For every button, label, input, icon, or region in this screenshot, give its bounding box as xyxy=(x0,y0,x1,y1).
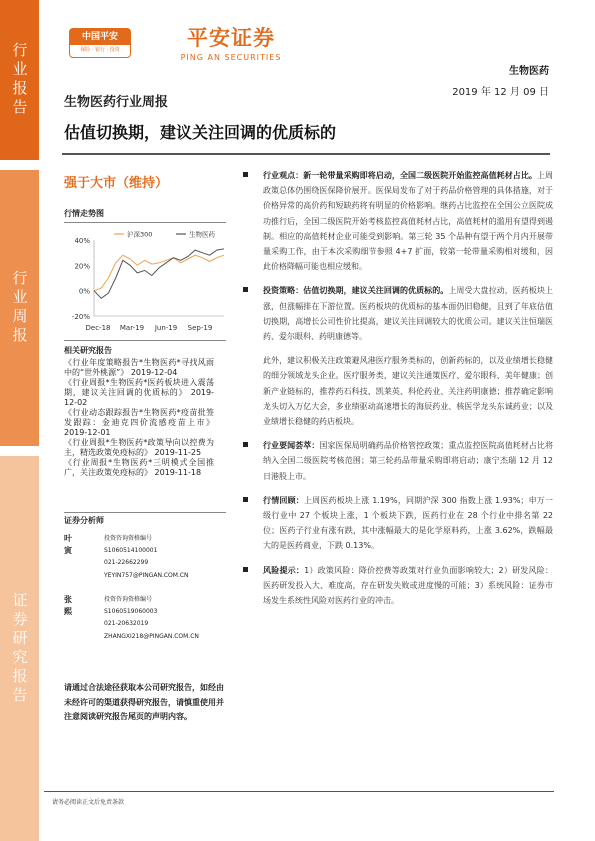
analyst-cert-number: S1060519060003 xyxy=(104,608,158,616)
y-tick-label: -20% xyxy=(71,313,90,321)
y-tick-label: 0% xyxy=(78,287,90,296)
related-report-item[interactable]: 《行业周报*生物医药*三明模式全国推广，关注政策免疫标的》 2019-11-18 xyxy=(64,458,214,477)
analyst-info xyxy=(104,533,189,582)
chart-section-title: 行情走势图 xyxy=(64,209,104,218)
title-divider xyxy=(62,153,550,155)
y-tick-label: 40% xyxy=(74,237,90,245)
legend-label: 生物医药 xyxy=(189,230,215,239)
chart-bottom-divider xyxy=(64,340,226,341)
paragraph-lead: 风险提示： xyxy=(263,565,305,575)
sector-label: 生物医药 xyxy=(509,66,549,77)
analyst-info xyxy=(104,594,199,643)
paragraph-body: 国家医保局明确药品价格管控政策；重点监控医院高值耗材占比将纳入全国二级医院考核范围；第三轮药品带量采购即将启动；康宁杰瑞 12 月 12 日港股上市。 xyxy=(263,441,554,481)
paragraph-lead: 行业要闻荟萃： xyxy=(263,441,320,451)
sidebar-label-weekly: 行业周报 xyxy=(10,270,29,346)
bullet-icon xyxy=(243,442,248,447)
series-line xyxy=(94,249,224,298)
x-tick-label: Sep-19 xyxy=(187,324,213,332)
x-tick-label: Jun-19 xyxy=(154,324,178,332)
related-report-item[interactable]: 《行业年度策略报告*生物医药*寻找风雨中的“世外桃源”》 2019-12-04 xyxy=(64,358,214,377)
sidebar-label-report: 行业报告 xyxy=(10,42,29,118)
x-tick-label: Mar-19 xyxy=(119,324,145,332)
series-line xyxy=(94,255,224,291)
analyst-section-title: 证券分析师 xyxy=(64,516,104,525)
sidebar xyxy=(0,0,39,841)
main-content xyxy=(243,168,553,617)
related-section-title: 相关研究报告 xyxy=(64,346,112,355)
paragraph-industry-view xyxy=(243,168,553,274)
analyst-cert-number: S1060514100001 xyxy=(104,547,158,555)
brand-cn: 平安证券 xyxy=(187,26,275,50)
logo-top-text: 中国平安 xyxy=(70,29,130,45)
legend-label: 沪深300 xyxy=(127,230,153,239)
market-chart xyxy=(64,228,229,336)
bullet-icon xyxy=(243,497,248,502)
paragraph-strategy-extra: 此外，建议积极关注政策避风港医疗服务类标的，创新药标的，以及业绩增长稳健的细分领域龙头企业。医疗服务类，建议关注通策医疗、爱尔眼科、美年健康；创新产业链标的，推荐药石科技、凯莱英、科伦药业、关注药明康德；推荐确定影响龙头切入万亿大会，多业绩驱动高速增长的海辰药业、核医学龙头东诚药业；以及业绩增长稳健的药店板块。 xyxy=(263,356,553,427)
page-title: 估值切换期，建议关注回调的优质标的 xyxy=(64,123,337,142)
rating-label: 强于大市（维持） xyxy=(64,176,169,191)
logo-bottom-text: 保险 · 银行 · 投资 xyxy=(80,47,120,53)
market-chart-svg xyxy=(64,228,229,336)
report-date: 2019 年 12 月 09 日 xyxy=(452,87,549,98)
related-report-item[interactable]: 《行业周报*生物医药*医药板块进入震荡期，建议关注回调的优质标的》 2019-12-02 xyxy=(64,378,214,407)
brand-logo xyxy=(171,22,291,62)
bullet-icon xyxy=(243,567,248,572)
paragraph-body: 上周政策总体仍围绕医保降价展开。医保局发布了对于药品价格管理的具体措施，对于价格异常的高价药和短缺药将有明显的价格影响。继药占比监控在全国公立医院成功推行后，全国二级医院开始考核监控高值耗材占比，高值耗材的滥用有望得到遏制。相应的高值耗材企业可能受到影响。第三轮 35 个品种有望于两个月内开展带量采购工作，由于本次采购细节参照 4+7 扩面，较第一轮带量采购相对缓和，因此价格降幅可能也相应缓和。 xyxy=(263,171,554,272)
related-reports-list xyxy=(64,358,214,478)
y-tick-label: 20% xyxy=(74,262,90,271)
paragraph-risk xyxy=(243,563,553,609)
bullet-icon xyxy=(243,287,248,292)
paragraph-lead: 行业观点：新一轮带量采购即将启动，全国二级医院开始监控高值耗材占比。 xyxy=(263,171,537,180)
paragraph-body: 上周医药板块上涨 1.19%，同期沪深 300 指数上涨 1.93%；申万一级行业中 27 个板块上涨，1 个板块下跌，医药行业在 28 个行业中排名第 22 位；医药子行业有涨有跌，其中涨幅最大的是化学原料药，上涨 3.62%，跌幅最大的是医药商业，下跌 0.13%。 xyxy=(263,495,553,551)
chart-title-divider xyxy=(64,222,226,223)
related-report-item[interactable]: 《行业动态跟踪报告*生物医药*疫苗批签发跟踪：金迪克四价流感疫苗上市》 2019-12-01 xyxy=(64,408,214,437)
paragraph-body: 上周受大盘拉动，医药板块上涨，但涨幅排在下游位置。医药板块的优质标的基本面仍旧稳健，且到了年底估值切换期，高增长公司性价比提高，建议关注回调较大的优质公司。建议关注恒瑞医药、爱尔眼科、药明康德等。 xyxy=(263,286,553,342)
footer-note: 请务必阅读正文后免责条款 xyxy=(52,799,125,806)
analyst-name: 张熙 xyxy=(64,595,72,617)
pingan-group-logo xyxy=(69,28,131,58)
paragraph-lead: 行情回顾： xyxy=(263,495,304,505)
analyst-email[interactable]: ZHANGXI218@PINGAN.COM.CN xyxy=(104,632,199,640)
chart-axis xyxy=(94,240,224,316)
analyst-cert-label: 投资咨询资格编号 xyxy=(104,535,153,542)
footer-divider xyxy=(44,791,554,792)
sidebar-block-report xyxy=(0,0,39,160)
paragraph-strategy xyxy=(243,283,553,344)
disclaimer-text: 请通过合法途径获取本公司研究报告，如经由未经许可的渠道获得研究报告，请慎重使用并注意阅读研究报告尾页的声明内容。 xyxy=(64,683,224,721)
analyst-name: 叶寅 xyxy=(64,534,72,556)
sidebar-label-research: 证券研究报告 xyxy=(10,591,29,706)
analyst-email[interactable]: YEYIN757@PINGAN.COM.CN xyxy=(104,571,189,579)
analyst-top-divider xyxy=(64,512,226,513)
analyst-cert-label: 投资咨询资格编号 xyxy=(104,596,153,603)
related-report-item[interactable]: 《行业周报*生物医药*政策导向以控费为主，精选政策免疫标的》 2019-11-25 xyxy=(64,438,214,457)
paragraph-market-review xyxy=(243,493,553,554)
sidebar-block-weekly xyxy=(0,170,39,446)
paragraph-news xyxy=(243,438,553,484)
x-tick-label: Dec-18 xyxy=(85,324,111,332)
bullet-icon xyxy=(243,172,248,177)
analyst-phone: 021-20632019 xyxy=(104,620,149,628)
analyst-phone: 021-22662299 xyxy=(104,559,149,567)
brand-en: PING AN SECURITIES xyxy=(180,53,282,62)
paragraph-body: 1）政策风险：降价控费等政策对行业负面影响较大；2）研发风险：医药研发投入大、难度高，存在研发失败或进度慢的可能；3）系统风险：证券市场发生系统性风险对医药行业的冲击。 xyxy=(263,565,553,606)
sidebar-block-research xyxy=(0,456,39,841)
report-type: 生物医药行业周报 xyxy=(64,95,169,110)
paragraph-lead: 投资策略：估值切换期，建议关注回调的优质标的。 xyxy=(263,286,449,296)
